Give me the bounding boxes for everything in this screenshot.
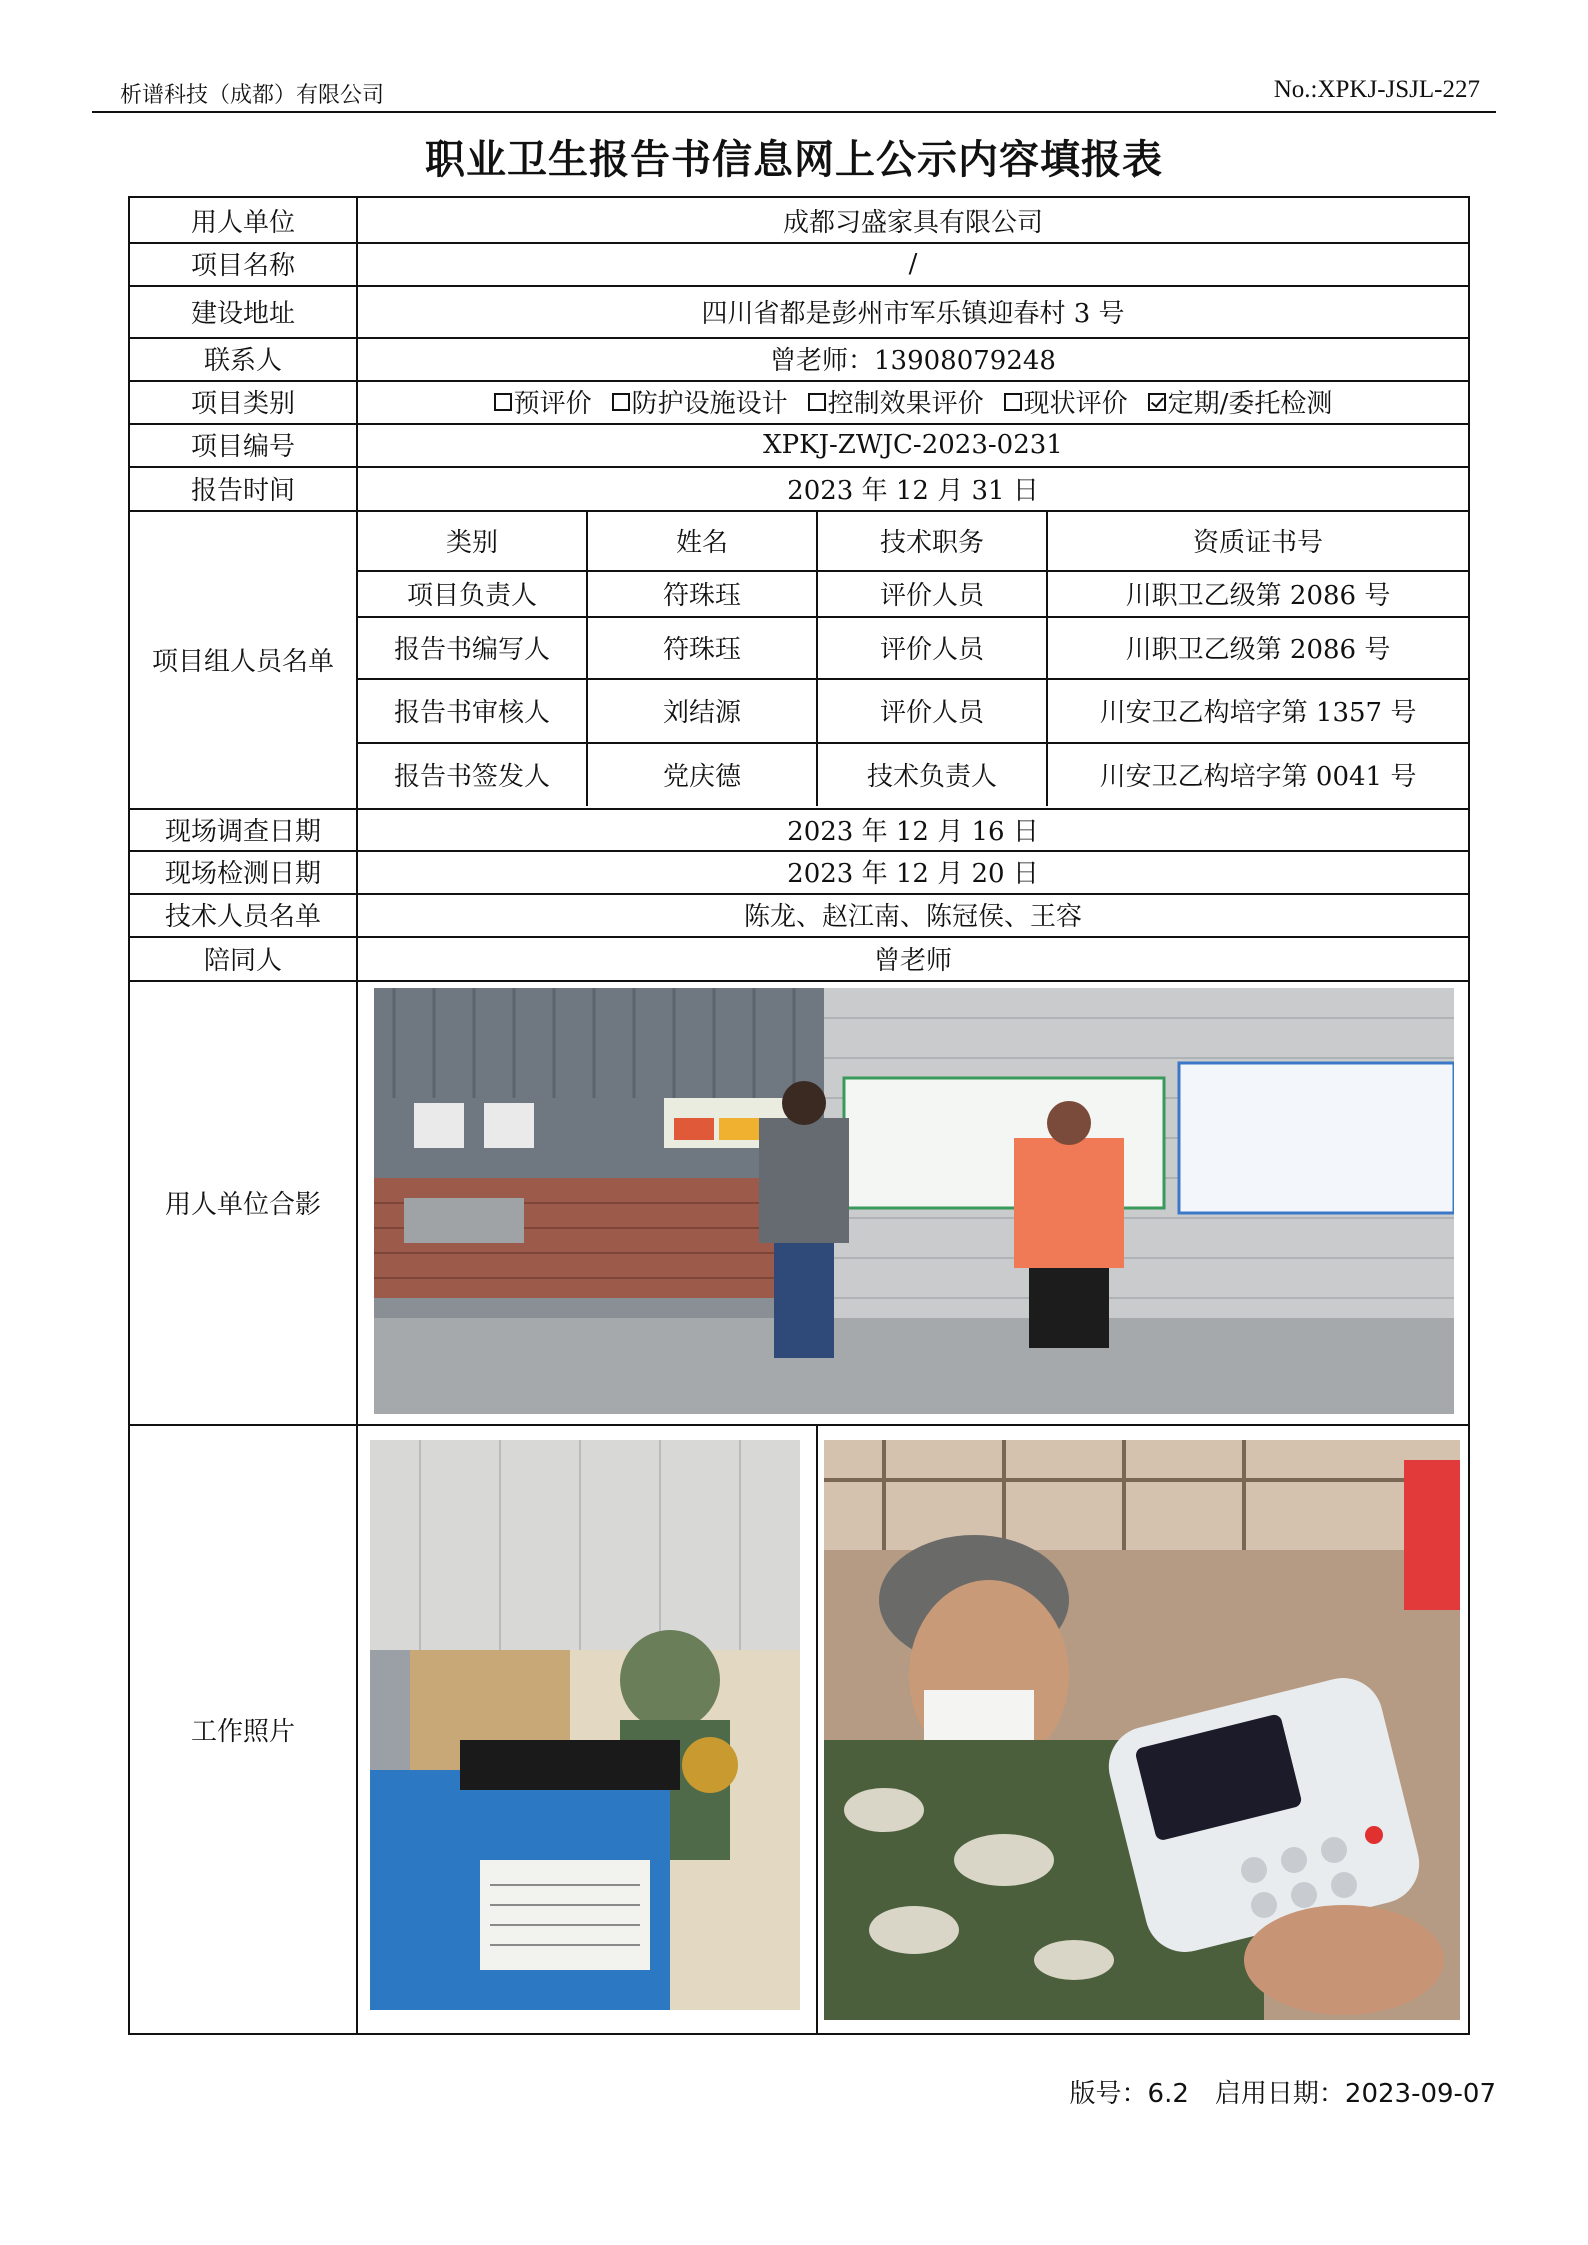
row-survey-date [130,808,1468,852]
table-cell: 评价人员 [818,570,1048,616]
table-cell: 川职卫乙级第 2086 号 [1125,634,1391,665]
row-work-photos [130,1424,1468,2035]
category-label: 项目类别 [130,380,358,423]
survey-date-label: 现场调查日期 [130,808,358,850]
test-date-value: 2023 年 12 月 20 日 [787,859,1039,889]
work-photo-noise-dosimeter [824,1440,1460,2020]
employer-value: 成都习盛家具有限公司 [782,207,1043,238]
employer-label: 用人单位 [130,198,358,242]
test-date-label: 现场检测日期 [130,850,358,893]
option-periodic-testing: 定期/委托检测 [1148,383,1333,420]
contact-value: 曾老师：13908079248 [770,346,1056,376]
companion-value: 曾老师 [873,945,952,976]
column-header: 资质证书号 [1192,527,1323,558]
checkbox-icon [1004,393,1022,411]
row-contact [130,337,1468,382]
table-cell: 刘结源 [588,678,818,742]
companion-label: 陪同人 [130,936,358,980]
table-cell: 评价人员 [818,678,1048,742]
checkbox-icon [808,393,826,411]
document-number: No.:XPKJ-JSJL-227 [1273,76,1480,103]
info-form-table [128,196,1470,2035]
group-photo-image [374,988,1454,1414]
row-report-date [130,466,1468,512]
address-label: 建设地址 [130,285,358,337]
table-cell: 符珠珏 [588,616,818,678]
dust-sampler-illustration [370,1440,800,2010]
table-cell: 评价人员 [818,616,1048,678]
project-number-value: XPKJ-ZWJC-2023-0231 [763,429,1063,460]
staff-list-label: 项目组人员名单 [130,510,358,808]
header-divider [92,111,1496,113]
report-date-label: 报告时间 [130,466,358,510]
work-photos-label: 工作照片 [130,1424,358,2035]
checkbox-icon [612,393,630,411]
option-protection-design: 防护设施设计 [612,383,788,420]
staff-table [358,510,1468,808]
photo-divider [816,1424,818,2035]
table-cell: 川职卫乙级第 2086 号 [1125,580,1391,611]
table-cell: 技术负责人 [818,742,1048,806]
address-value: 四川省都是彭州市军乐镇迎春村 3 号 [701,298,1125,329]
row-employer [130,198,1468,244]
table-cell: 项目负责人 [358,570,588,616]
table-row [358,616,1468,680]
company-name: 析谱科技（成都）有限公司 [120,83,385,108]
staff-header-row [358,510,1468,572]
row-group-photo [130,980,1468,1426]
row-category [130,380,1468,425]
table-cell: 报告书签发人 [358,742,588,806]
group-photo-label: 用人单位合影 [130,980,358,1424]
row-project-name [130,242,1468,287]
group-photo-illustration [374,988,1454,1414]
column-header: 类别 [358,510,588,570]
option-status-evaluation: 现状评价 [1004,383,1128,420]
table-cell: 报告书审核人 [358,678,588,742]
table-cell: 川安卫乙构培字第 1357 号 [1099,697,1417,728]
technicians-label: 技术人员名单 [130,893,358,936]
option-control-evaluation: 控制效果评价 [808,383,984,420]
checked-checkbox-icon [1148,393,1166,411]
table-row [358,678,1468,744]
column-header: 姓名 [588,510,818,570]
table-cell: 符珠珏 [588,570,818,616]
row-test-date [130,850,1468,895]
project-name-label: 项目名称 [130,242,358,285]
option-pre-evaluation: 预评价 [494,383,592,420]
report-date-value: 2023 年 12 月 31 日 [787,475,1039,506]
project-number-label: 项目编号 [130,423,358,466]
row-staff-list [130,510,1468,810]
category-options [358,380,1468,423]
table-row [358,570,1468,618]
column-header: 技术职务 [818,510,1048,570]
checkbox-icon [494,393,512,411]
version-footer: 版号：6.2 启用日期：2023-09-07 [1069,2079,1496,2109]
table-cell: 川安卫乙构培字第 0041 号 [1099,761,1417,792]
survey-date-value: 2023 年 12 月 16 日 [787,816,1039,847]
row-project-number [130,423,1468,468]
row-companion [130,936,1468,982]
contact-label: 联系人 [130,337,358,380]
noise-dosimeter-illustration [824,1440,1460,2020]
project-name-value: / [908,248,918,279]
table-cell: 党庆德 [588,742,818,806]
work-photo-dust-sampler [370,1440,800,2010]
row-technicians [130,893,1468,938]
technicians-value: 陈龙、赵江南、陈冠侯、王容 [743,902,1082,932]
table-row [358,742,1468,806]
table-cell: 报告书编写人 [358,616,588,678]
page-title: 职业卫生报告书信息网上公示内容填报表 [425,137,1163,183]
row-address [130,285,1468,339]
